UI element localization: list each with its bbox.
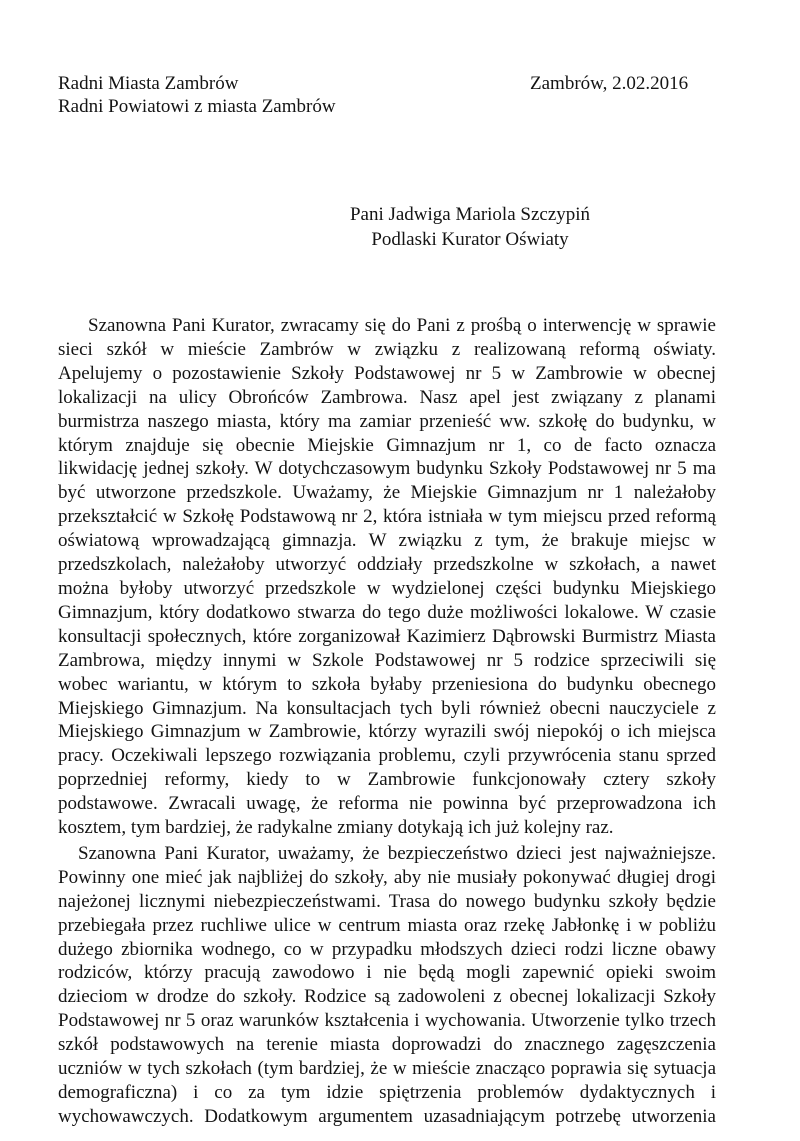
text-line: najeżonej licznymi niebezpieczeństwami. Trasa do nowego budynku szkoły będzie	[58, 890, 716, 912]
text-line: oświatową wprowadzającą gimnazja. W związku z tym, że brakuje miejsc w	[58, 530, 716, 552]
text-line: burmistrza naszego miasta, który ma zamiar przenieść ww. szkołę do budynku, w	[58, 410, 716, 432]
text-line: Podstawowej nr 5 oraz warunków kształcenia i wychowania. Utworzenie tylko trzech	[58, 1010, 716, 1032]
recipient-name: Pani Jadwiga Mariola Szczypiń	[349, 204, 591, 225]
text-line: podstawowe. Zwracali uwagę, że reforma nie powinna być przeprowadzona ich	[58, 793, 716, 815]
text-line: Miejskiego Gimnazjum w Zambrowie, którzy wyrazili swój niepokój o ich miejsca	[58, 721, 716, 743]
text-line: likwidację jednej szkoły. W dotychczasowym budynku Szkoły Podstawowej nr 5 ma	[58, 458, 716, 480]
text-line: Apelujemy o pozostawienie Szkoły Podstawowej nr 5 w Zambrowie w obecnej	[58, 362, 716, 384]
text-line: pracy. Oczekiwali lepszego rozwiązania problemu, czyli przywrócenia stanu sprzed	[58, 745, 716, 767]
text-line: kosztem, tym bardziej, że radykalne zmiany dotykają ich już kolejny raz.	[58, 817, 614, 839]
text-line: dzieciom w drodze do szkoły. Rodzice są zadowoleni z obecnej lokalizacji Szkoły	[58, 986, 716, 1008]
text-line: Gimnazjum, który dodatkowo stwarza do tego duże możliwości lokalowe. W czasie	[58, 601, 716, 623]
text-line: przekształcić w Szkołę Podstawową nr 2, która istniała w tym miejscu przed reformą	[58, 506, 716, 528]
text-line: rodziców, którzy pracują zawodowo i nie będą mogli zapewnić opieki swoim	[58, 962, 716, 984]
text-line: być utworzone przedszkole. Uważamy, że Miejskie Gimnazjum nr 1 należałoby	[58, 482, 716, 504]
text-line: przedszkolach, należałoby utworzyć oddziały przedszkolne w szkołach, a nawet	[58, 554, 716, 576]
letter-date: Zambrów, 2.02.2016	[530, 73, 689, 94]
text-line: można byłoby utworzyć przedszkole w wydzielonej części budynku Miejskiego	[58, 577, 716, 599]
text-line: którym znajduje się obecnie Miejskie Gimnazjum nr 1, co de facto oznacza	[58, 434, 716, 456]
sender-block	[58, 72, 336, 118]
text-line: konsultacji społecznych, które zorganizował Kazimierz Dąbrowski Burmistrz Miasta	[58, 625, 716, 647]
text-line: Zambrowa, między innymi w Szkole Podstawowej nr 5 rodzice sprzeciwili się	[58, 649, 716, 671]
text-line: wobec wariantu, w którym to szkoła byłaby przeniesiona do budynku obecnego	[58, 673, 716, 695]
text-line: lokalizacji na ulicy Obrońców Zambrowa. Nasz apel jest związany z planami	[58, 386, 716, 408]
text-line: demograficzna) i co za tym idzie spiętrzenia problemów dydaktycznych i	[58, 1082, 716, 1103]
sender-line-1: Radni Miasta Zambrów	[58, 73, 239, 94]
text-line: Powinny one mieć jak najbliżej do szkoły, aby nie musiały pokonywać długiej drogi	[58, 866, 716, 888]
recipient-title: Podlaski Kurator Oświaty	[371, 229, 569, 250]
text-line: dużego zbiornika wodnego, co w przypadku młodszych dzieci rodzi liczne obawy	[58, 938, 716, 960]
body-paragraph	[58, 842, 716, 1129]
text-line: uczniów w tych szkołach (tym bardziej, że w mieście znacząco poprawia się sytuacja	[58, 1058, 716, 1080]
recipient-block	[300, 202, 640, 252]
text-line: Szanowna Pani Kurator, uważamy, że bezpieczeństwo dzieci jest najważniejsze.	[78, 842, 716, 864]
text-line: sieci szkół w mieście Zambrów w związku z realizowaną reformą oświaty.	[58, 338, 716, 360]
text-line: Szanowna Pani Kurator, zwracamy się do Pani z prośbą o interwencję w sprawie	[88, 315, 716, 336]
sender-line-2: Radni Powiatowi z miasta Zambrów	[58, 96, 336, 117]
letter-body	[58, 314, 716, 1129]
text-line: szkół podstawowych na terenie miasta doprowadzi do znacznego zagęszczenia	[58, 1034, 716, 1056]
text-line: wychowawczych. Dodatkowym argumentem uzasadniającym potrzebę utworzenia	[58, 1105, 716, 1127]
body-paragraph	[58, 314, 716, 840]
text-line: Miejskiego Gimnazjum. Na konsultacjach tych byli również obecni nauczyciele z	[58, 697, 716, 719]
text-line: przebiegała przez ruchliwe ulice w centrum miasta oraz rzekę Jabłonkę i w pobliżu	[58, 914, 716, 936]
text-line: poprzedniej reformy, kiedy to w Zambrowie funkcjonowały cztery szkoły	[58, 769, 716, 791]
